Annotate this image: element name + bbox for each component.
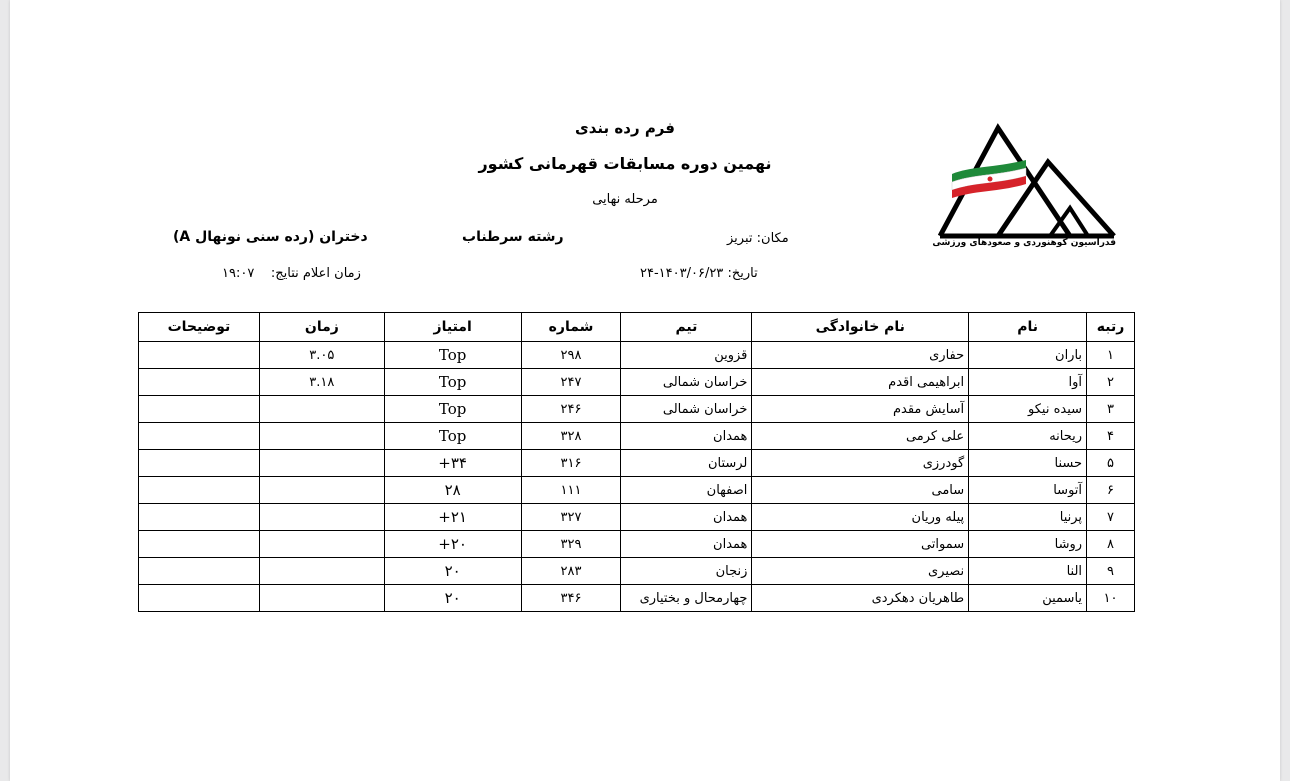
- cell-score: ۲۰: [384, 558, 521, 585]
- cell-score: ۳۴+: [384, 450, 521, 477]
- cell-notes: [139, 477, 260, 504]
- table-row: [139, 396, 1135, 423]
- cell-name: باران: [969, 342, 1087, 369]
- header-team: تیم: [621, 313, 752, 342]
- cell-rank: ۱۰: [1087, 585, 1135, 612]
- cell-team: همدان: [621, 531, 752, 558]
- table-row: [139, 369, 1135, 396]
- results-table: [138, 312, 1135, 612]
- table-row: [139, 531, 1135, 558]
- cell-score: Top: [384, 396, 521, 423]
- cell-score: ۲۰: [384, 585, 521, 612]
- cell-rank: ۹: [1087, 558, 1135, 585]
- cell-family: گودرزی: [752, 450, 969, 477]
- cell-rank: ۸: [1087, 531, 1135, 558]
- cell-rank: ۲: [1087, 369, 1135, 396]
- cell-name: آوا: [969, 369, 1087, 396]
- cell-rank: ۶: [1087, 477, 1135, 504]
- document-page: [10, 0, 1280, 781]
- cell-family: آسایش مقدم: [752, 396, 969, 423]
- cell-score: Top: [384, 369, 521, 396]
- cell-family: نصیری: [752, 558, 969, 585]
- table-header-row: [139, 313, 1135, 342]
- header-number: شماره: [521, 313, 621, 342]
- cell-rank: ۳: [1087, 396, 1135, 423]
- date-field: [640, 266, 758, 281]
- cell-number: ۲۹۸: [521, 342, 621, 369]
- cell-score: Top: [384, 342, 521, 369]
- cell-number: ۳۱۶: [521, 450, 621, 477]
- date-label: تاریخ:: [727, 266, 758, 281]
- cell-name: یاسمین: [969, 585, 1087, 612]
- header-time: زمان: [259, 313, 384, 342]
- cell-time: [259, 558, 384, 585]
- header-rank: رتبه: [1087, 313, 1135, 342]
- results-time-label: زمان اعلام نتایج:: [270, 266, 361, 281]
- cell-name: پرنیا: [969, 504, 1087, 531]
- cell-rank: ۵: [1087, 450, 1135, 477]
- cell-notes: [139, 558, 260, 585]
- table-row: [139, 450, 1135, 477]
- table-row: [139, 504, 1135, 531]
- cell-score: Top: [384, 423, 521, 450]
- header-name: نام: [969, 313, 1087, 342]
- cell-family: علی کرمی: [752, 423, 969, 450]
- results-time-field: [222, 266, 361, 281]
- cell-notes: [139, 369, 260, 396]
- cell-team: همدان: [621, 423, 752, 450]
- cell-score: ۲۸: [384, 477, 521, 504]
- cell-rank: ۷: [1087, 504, 1135, 531]
- header-notes: توضیحات: [139, 313, 260, 342]
- federation-name: فدراسیون کوهنوردی و صعودهای ورزشی: [932, 238, 1116, 248]
- cell-name: حسنا: [969, 450, 1087, 477]
- cell-number: ۲۸۳: [521, 558, 621, 585]
- table-row: [139, 558, 1135, 585]
- cell-time: [259, 450, 384, 477]
- cell-team: زنجان: [621, 558, 752, 585]
- cell-time: [259, 423, 384, 450]
- cell-team: قزوین: [621, 342, 752, 369]
- cell-number: ۳۲۹: [521, 531, 621, 558]
- cell-time: [259, 531, 384, 558]
- cell-family: ابراهیمی اقدم: [752, 369, 969, 396]
- cell-score: ۲۱+: [384, 504, 521, 531]
- cell-family: طاهریان دهکردی: [752, 585, 969, 612]
- cell-name: ریحانه: [969, 423, 1087, 450]
- cell-family: حفاری: [752, 342, 969, 369]
- cell-team: خراسان شمالی: [621, 396, 752, 423]
- cell-rank: ۱: [1087, 342, 1135, 369]
- cell-notes: [139, 450, 260, 477]
- table-row: [139, 477, 1135, 504]
- form-title: فرم رده بندی: [575, 119, 675, 137]
- stage-label: مرحله نهایی: [592, 192, 658, 207]
- cell-time: ۳.۱۸: [259, 369, 384, 396]
- cell-team: اصفهان: [621, 477, 752, 504]
- competition-title: نهمین دوره مسابقات قهرمانی کشور: [478, 154, 772, 173]
- cell-time: [259, 477, 384, 504]
- location-value: تبریز: [727, 231, 753, 246]
- location-label: مکان:: [756, 231, 789, 246]
- table-row: [139, 342, 1135, 369]
- date-value: ۱۴۰۳/۰۶/۲۳-۲۴: [640, 266, 724, 281]
- cell-rank: ۴: [1087, 423, 1135, 450]
- cell-name: سیده نیکو: [969, 396, 1087, 423]
- cell-notes: [139, 396, 260, 423]
- federation-logo-icon: [932, 122, 1116, 254]
- cell-family: سمواتی: [752, 531, 969, 558]
- cell-number: ۲۴۷: [521, 369, 621, 396]
- cell-notes: [139, 342, 260, 369]
- table-row: [139, 423, 1135, 450]
- header-family: نام خانوادگی: [752, 313, 969, 342]
- cell-name: روشا: [969, 531, 1087, 558]
- cell-name: النا: [969, 558, 1087, 585]
- cell-number: ۳۴۶: [521, 585, 621, 612]
- cell-time: [259, 585, 384, 612]
- cell-family: پیله وریان: [752, 504, 969, 531]
- cell-team: همدان: [621, 504, 752, 531]
- results-time-value: ۱۹:۰۷: [222, 266, 255, 281]
- cell-team: چهارمحال و بختیاری: [621, 585, 752, 612]
- cell-notes: [139, 531, 260, 558]
- cell-time: [259, 396, 384, 423]
- table-row: [139, 585, 1135, 612]
- category-label: دختران (رده سنی نونهال A): [173, 229, 368, 245]
- cell-number: ۳۲۸: [521, 423, 621, 450]
- cell-name: آتوسا: [969, 477, 1087, 504]
- cell-time: [259, 504, 384, 531]
- cell-notes: [139, 504, 260, 531]
- location-field: [727, 231, 789, 246]
- cell-team: لرستان: [621, 450, 752, 477]
- cell-team: خراسان شمالی: [621, 369, 752, 396]
- cell-notes: [139, 423, 260, 450]
- cell-time: ۳.۰۵: [259, 342, 384, 369]
- cell-family: سامی: [752, 477, 969, 504]
- discipline-label: رشته سرطناب: [462, 229, 564, 245]
- cell-score: ۲۰+: [384, 531, 521, 558]
- cell-number: ۳۲۷: [521, 504, 621, 531]
- cell-number: ۱۱۱: [521, 477, 621, 504]
- header-score: امتیاز: [384, 313, 521, 342]
- cell-number: ۲۴۶: [521, 396, 621, 423]
- cell-notes: [139, 585, 260, 612]
